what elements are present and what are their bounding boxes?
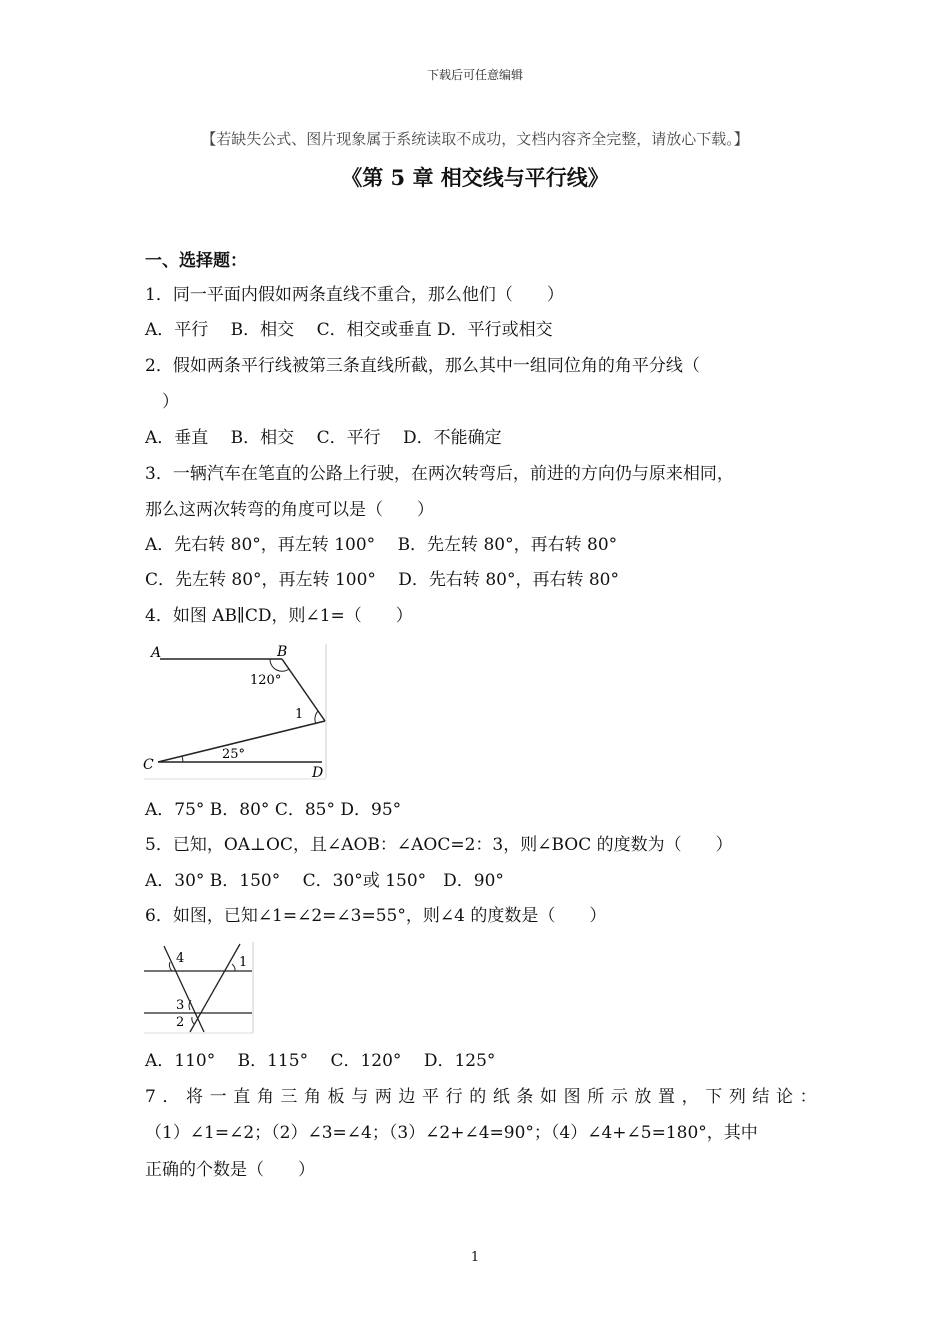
label-angle-2: 2: [176, 1015, 185, 1030]
label-d: D: [312, 765, 324, 781]
question-1-options: A．平行 B．相交 C．相交或垂直 D．平行或相交: [145, 320, 553, 340]
question-6-options: A．110° B．115° C．120° D．125°: [145, 1051, 496, 1071]
label-b: B: [277, 644, 288, 660]
missing-content-notice: 【若缺失公式、图片现象属于系统读取不成功，文档内容齐全完整，请放心下载。】: [201, 130, 749, 148]
question-5-options: A．30° B．150° C．30°或 150° D．90°: [145, 871, 504, 891]
transversal-2: [190, 944, 240, 1032]
label-angle-4: 4: [176, 951, 185, 966]
label-angle-120: 120°: [250, 673, 282, 688]
segment-b-to-e: [282, 659, 325, 721]
question-3-options-ab: A．先右转 80°，再左转 100° B．先左转 80°，再右转 80°: [145, 535, 618, 555]
page-header: 下载后可任意编辑: [426, 68, 523, 82]
section-heading: 一、选择题：: [145, 251, 247, 271]
question-1: 1．同一平面内假如两条直线不重合，那么他们（ ）: [145, 285, 564, 305]
question-2-cont: ）: [145, 392, 179, 412]
question-4-options: A．75° B．80° C．85° D．95°: [145, 800, 402, 820]
question-3: 3．一辆汽车在笔直的公路上行驶，在两次转弯后，前进的方向仍与原来相同，: [145, 464, 734, 484]
label-c: C: [143, 757, 154, 773]
question-7-cont: 正确的个数是（ ）: [145, 1160, 315, 1180]
label-angle-3: 3: [176, 998, 185, 1013]
label-angle-1: 1: [295, 707, 304, 722]
label-a: A: [151, 645, 162, 661]
question-2: 2．假如两条平行线被第三条直线所截，那么其中一组同位角的角平分线（: [145, 356, 700, 376]
question-6: 6．如图，已知∠1=∠2=∠3=55°，则∠4 的度数是（ ）: [145, 906, 607, 926]
page-number: 1: [470, 1250, 480, 1265]
figure-parallel-lines-1: [142, 642, 330, 782]
question-7-statements: （1）∠1=∠2；（2）∠3=∠4；（3）∠2+∠4=90°；（4）∠4+∠5=180°，其中: [145, 1123, 758, 1143]
question-7: 7．将一直角三角板与两边平行的纸条如图所示放置，下列结论：: [145, 1087, 824, 1107]
question-4: 4．如图 AB∥CD，则∠1=（ ）: [145, 606, 413, 626]
question-2-options: A．垂直 B．相交 C．平行 D．不能确定: [145, 428, 502, 448]
question-3-cont: 那么这两次转弯的角度可以是（ ）: [145, 500, 434, 520]
document-title: 《第 5 章 相交线与平行线》: [341, 165, 609, 190]
figure-parallel-lines-2: [142, 940, 256, 1036]
question-5: 5．已知，OA⊥OC，且∠AOB：∠AOC=2：3，则∠BOC 的度数为（ ）: [145, 835, 733, 855]
label-angle-1: 1: [239, 955, 248, 970]
label-angle-25: 25°: [222, 747, 246, 762]
question-3-options-cd: C．先左转 80°，再左转 100° D．先右转 80°，再右转 80°: [145, 570, 619, 590]
